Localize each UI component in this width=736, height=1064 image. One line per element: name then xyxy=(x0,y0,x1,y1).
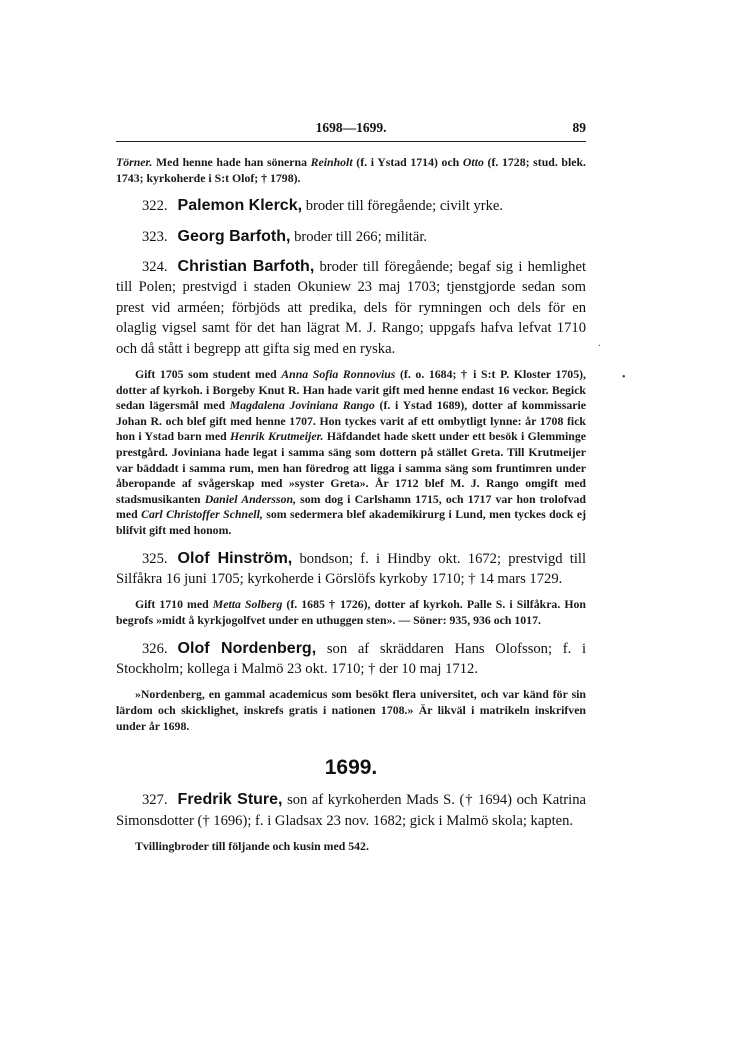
note-b: Metta Solberg xyxy=(212,597,283,612)
intro-paragraph xyxy=(116,155,586,186)
entry-name: Fredrik Sture, xyxy=(177,791,283,809)
entry-name: Olof Nordenberg, xyxy=(177,639,317,657)
note-j: Carl Christoffer Schnell, xyxy=(141,507,263,522)
intro-t1: Törner. xyxy=(116,155,153,169)
entry-text: son af skräddaren Hans Olofsson; f. i Stockholm; kollega i Malmö 23 okt. 1710; † der 10 maj 1712. xyxy=(116,640,586,677)
note-c: (f. 1685 † 1726), dotter af kyrkoh. Palle S. i Silfåkra. Hon begrofs »midt å kyrkjogolfvet under en uthuggen sten». — Söner: 935, 936 och 1017. xyxy=(116,597,586,627)
note-c: (f. o. 1684; † i S:t P. Kloster 1705), dotter af kyrkoh. i Borgeby Knut R. Han hade varit gift med henne endast 16 veckor. Begick sedan lägersmål med xyxy=(116,367,586,413)
speck-mark: . xyxy=(598,338,601,349)
entry-number: 326. xyxy=(142,640,168,657)
note-e: (f. i Ystad 1689), dotter af kommissarie Johan R. och blef gift med henne 1707. Hon tyckes varit af ett ombytligt lynne: år 1708 fick hon i Ystad barn med xyxy=(116,398,586,444)
intro-t2: Med henne hade han sönerna xyxy=(152,155,311,169)
entry-name: Olof Hinström, xyxy=(177,549,293,567)
entry-number: 322. xyxy=(142,198,168,215)
note-327: Tvillingbroder till följande och kusin med 542. xyxy=(135,838,369,853)
speck-mark: • xyxy=(622,372,626,383)
entry-number: 323. xyxy=(142,228,168,245)
note-a: Gift 1710 med xyxy=(135,597,213,612)
intro-t6: (f. 1728; stud. blek. 1743; kyrkoherde i S:t Olof; † 1798). xyxy=(116,155,586,185)
note-b: Anna Sofia Ronnovius xyxy=(281,367,396,382)
intro-t5: Otto xyxy=(462,155,484,169)
year-heading: 1699. xyxy=(324,756,378,780)
entry-number: 325. xyxy=(142,550,168,567)
note-d: Magdalena Joviniana Rango xyxy=(229,398,375,413)
entry-text: broder till föregående; begaf sig i hemlighet till Polen; prestvigd i staden Okuniew 23 maj 1703; tjenstgjorde sedan som prest vid arméen; förbjöds att predika, dels för rymningen och dels för en olaglig vigsel samt för det han lägrat M. J. Rango; uppgafs hafva lefvat 1710 och då stått i begrepp att gifta sig med en ryska. xyxy=(116,259,586,357)
entry-name: Palemon Klerck, xyxy=(177,197,303,215)
header-rule xyxy=(116,141,586,142)
page-content xyxy=(116,155,586,863)
intro-t4: (f. i Ystad 1714) och xyxy=(352,155,463,169)
entry-327 xyxy=(116,790,586,831)
note-g: Häfdandet hade skett under ett besök i Glemminge prestgård. Joviniana hade legat i samma säng som dottern på stället Greta. Till Krutmeijer var bäddadt i samma rum, men han föredrog att ligga i samma säng som fruntimren under åberopande af svågerskap med »syster Greta». År 1712 blef M. J. Rango omgift med stadsmusikanten xyxy=(116,429,586,506)
note-k: som sedermera blef akademikirurg i Lund, men tyckes dock ej blifvit gift med honom. xyxy=(116,507,586,537)
entry-322 xyxy=(116,196,586,216)
note-a: Gift 1705 som student med xyxy=(135,367,282,382)
page-number: 89 xyxy=(572,120,586,135)
entry-text: son af kyrkoherden Mads S. († 1694) och Katrina Simonsdotter († 1696); f. i Gladsax 23 nov. 1682; gick i Malmö skola; kapten. xyxy=(116,792,586,829)
entry-text: broder till 266; militär. xyxy=(290,228,428,245)
header-years: 1698—1699. xyxy=(315,120,387,135)
entry-323 xyxy=(116,227,586,247)
entry-text: bondson; f. i Hindby okt. 1672; prestvigd till Silfåkra 16 juni 1705; kyrkoherde i Görslöfs kyrkoby 1710; † 14 mars 1729. xyxy=(116,550,587,587)
intro-t3: Reinholt xyxy=(310,155,353,169)
note-f: Henrik Krutmeijer. xyxy=(229,429,324,444)
entry-name: Christian Barfoth, xyxy=(177,258,315,275)
note-326: »Nordenberg, en gammal academicus som besökt flera universitet, och var känd för sin lärdom och skicklighet, inskrefs gratis i nationen 1708.» Är likväl i matrikeln inskrifven under år 1698. xyxy=(116,687,586,733)
note-i: som dog i Carlshamn 1715, och 1717 var hon trolofvad med xyxy=(116,491,586,522)
note-325 xyxy=(116,597,586,628)
running-head xyxy=(116,120,586,140)
entry-326 xyxy=(116,639,586,680)
entry-text: broder till föregående; civilt yrke. xyxy=(302,198,504,215)
entry-325 xyxy=(116,549,586,590)
entry-number: 324. xyxy=(142,259,168,275)
entry-number: 327. xyxy=(142,792,168,809)
entry-name: Georg Barfoth, xyxy=(177,227,291,245)
note-h: Daniel Andersson, xyxy=(204,491,296,506)
entry-324 xyxy=(116,257,586,359)
note-324 xyxy=(116,367,586,539)
